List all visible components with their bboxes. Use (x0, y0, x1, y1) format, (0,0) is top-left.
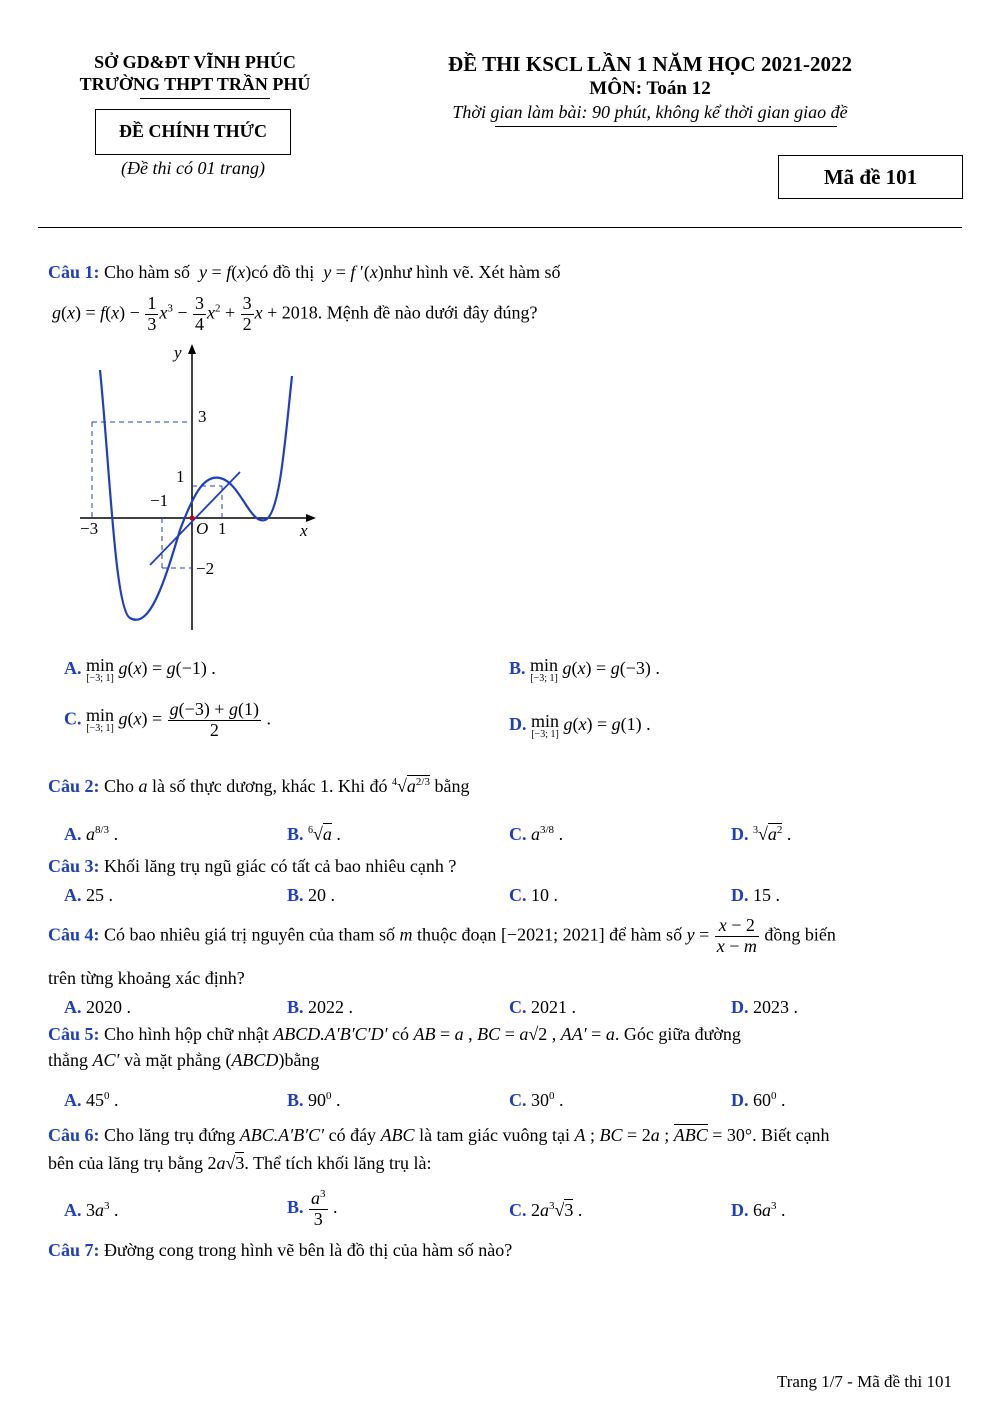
q6-text-f: . Thể tích khối lăng trụ là: (244, 1153, 432, 1173)
school-name: TRƯỜNG THPT TRẦN PHÚ (79, 74, 311, 94)
q5-option-b[interactable]: B. $90^0$ . (287, 1090, 341, 1110)
q4-option-d-label: D. (731, 997, 749, 1017)
tick-x-minus-3: −3 (80, 519, 99, 538)
q2-option-c[interactable]: C. $a^{3/8}$ . (509, 824, 564, 844)
department-name: SỞ GD&ĐT VĨNH PHÚC (94, 52, 296, 72)
q4-option-b-label: B. (287, 997, 304, 1017)
q6-text-a: Cho lăng trụ đứng (104, 1125, 236, 1145)
q4-option-b-value: 2022 . (308, 997, 354, 1017)
q5-option-c-label: C. (509, 1090, 527, 1110)
question-3-label: Câu 3: (48, 856, 100, 876)
tick-y-minus-2: −2 (196, 559, 215, 578)
question-2: Câu 2: Cho a là số thực dương, khác 1. Khi đó $^4√a^{2/3}$ bằng (48, 776, 470, 796)
q1-option-c-label: C. (64, 708, 82, 729)
q5-option-d-label: D. (731, 1090, 749, 1110)
q6-text-b: có đáy (328, 1125, 377, 1145)
q5-option-c[interactable]: C. $30^0$ . (509, 1090, 564, 1110)
q5-option-a-label: A. (64, 1090, 82, 1110)
q4-option-a-value: 2020 . (86, 997, 131, 1017)
q6-option-a-label: A. (64, 1200, 82, 1220)
q6-option-c-label: C. (509, 1200, 527, 1220)
q5-text-a: Cho hình hộp chữ nhật (104, 1024, 269, 1044)
q4-option-a[interactable] (64, 997, 131, 1018)
q4-option-c-label: C. (509, 997, 527, 1017)
q1-option-a-label: A. (64, 658, 82, 679)
q1-text-d: . Mệnh đề nào dưới đây đúng? (317, 302, 538, 323)
q1-text-b: có đồ thị (251, 262, 315, 282)
question-1-function-g: g(x) = f(x) − $\frac{1}{3}$ $x^3$ − $\frac{3}{4}$ $x^2$ + $\frac{3}{2}$ x + 2018. Mệnh đề nào dưới đây đúng? (52, 293, 538, 334)
q2-option-b[interactable]: B. $^6$√a . (287, 824, 341, 844)
question-6-label: Câu 6: (48, 1125, 100, 1145)
header-divider (38, 227, 962, 228)
q3-text: Khối lăng trụ ngũ giác có tất cả bao nhiêu cạnh ? (104, 856, 457, 876)
page-footer: Trang 1/7 - Mã đề thi 101 (776, 1372, 952, 1391)
tick-y-3: 3 (198, 407, 207, 426)
q1-option-b[interactable]: B. min [−3; 1] g(x) = g(−3) . (509, 655, 660, 684)
q5-option-b-label: B. (287, 1090, 304, 1110)
question-5: Câu 5: Cho hình hộp chữ nhật ABCD.A′B′C′D′ có AB = a , BC = a√2 , AA′ = a. Góc giữa đường (48, 1024, 741, 1044)
official-label: ĐỀ CHÍNH THỨC (118, 121, 268, 141)
q1-option-b-label: B. (509, 658, 526, 679)
q4-text-b: thuộc đoạn (416, 924, 497, 945)
exam-title: ĐỀ THI KSCL LẦN 1 NĂM HỌC 2021-2022 (448, 52, 852, 76)
question-7-label: Câu 7: (48, 1240, 100, 1260)
q6-option-a[interactable]: A. $3a^3$ . (64, 1200, 119, 1220)
q4-line-2: trên từng khoảng xác định? (48, 968, 245, 988)
q3-option-a-value: 25 . (86, 885, 113, 905)
q6-text-e: bên của lăng trụ bằng (48, 1153, 203, 1173)
origin-label: O (196, 519, 209, 538)
q5-option-d[interactable]: D. $60^0$ . (731, 1090, 786, 1110)
derivative-graph (70, 340, 330, 640)
q2-option-c-label: C. (509, 824, 527, 844)
q1-option-d[interactable]: D. min [−3; 1] g(x) = g(1) . (509, 711, 651, 740)
q1-option-c[interactable]: C. min [−3; 1] g(x) = $\frac{g(-3) + g(1)}{2}$ . (64, 699, 271, 740)
question-4-label: Câu 4: (48, 924, 100, 945)
q4-option-d[interactable] (731, 997, 798, 1018)
derivative-curve (100, 370, 292, 620)
q5-text-b: có (392, 1024, 410, 1044)
q4-text-d: đồng biến (764, 924, 836, 945)
q3-option-d[interactable] (731, 885, 780, 906)
question-2-label: Câu 2: (48, 776, 100, 796)
q6-text-d: . Biết cạnh (752, 1125, 830, 1145)
tick-y-1: 1 (176, 467, 185, 486)
exam-time: Thời gian làm bài: 90 phút, không kể thời gian giao đề (452, 102, 848, 122)
q5-text-d: thẳng (48, 1050, 88, 1070)
question-1-label: Câu 1: (48, 262, 100, 282)
q1-option-a[interactable]: A. min [−3; 1] g(x) = g(−1) . (64, 655, 216, 684)
q2-option-a-label: A. (64, 824, 82, 844)
q2-option-d[interactable]: D. $^3√a^2$ . (731, 824, 792, 844)
q4-option-c[interactable] (509, 997, 576, 1018)
q1-text-c: như hình vẽ. Xét hàm số (383, 262, 561, 282)
q3-option-b-value: 20 . (308, 885, 336, 905)
q4-option-d-value: 2023 . (753, 997, 798, 1017)
pages-note: (Đề thi có 01 trang) (121, 158, 265, 178)
q3-option-c-label: C. (509, 885, 527, 905)
q6-option-c[interactable]: C. $2a^3√3$ . (509, 1200, 583, 1220)
q2-text-b: là số thực dương, khác 1. Khi đó (152, 776, 388, 796)
question-5-label: Câu 5: (48, 1024, 100, 1044)
q5-text-c: . Góc giữa đường (614, 1024, 741, 1044)
q5-line-2: thẳng AC′ và mặt phẳng (ABCD)bằng (48, 1050, 320, 1070)
q6-option-b-label: B. (287, 1196, 304, 1217)
q5-text-e: và mặt phẳng (123, 1050, 221, 1070)
q3-option-b[interactable] (287, 885, 335, 906)
q2-text-a: Cho (104, 776, 135, 796)
q5-option-a[interactable]: A. $45^0$ . (64, 1090, 119, 1110)
q4-option-b[interactable] (287, 997, 353, 1018)
q6-text-c: là tam giác vuông tại (419, 1125, 571, 1145)
q2-option-a[interactable]: A. $a^{8/3}$ . (64, 824, 119, 844)
q3-option-a-label: A. (64, 885, 82, 905)
question-7 (48, 1240, 512, 1261)
question-1-line-1: Câu 1: Cho hàm số y = f(x)có đồ thị y = f ′(x)như hình vẽ. Xét hàm số (48, 262, 561, 282)
q1-option-d-label: D. (509, 714, 527, 735)
q4-option-c-value: 2021 . (531, 997, 576, 1017)
q6-option-d[interactable]: D. $6a^3$ . (731, 1200, 786, 1220)
question-6: Câu 6: Cho lăng trụ đứng ABC.A′B′C′ có đáy ABC là tam giác vuông tại A ; BC = 2a ; ABC = 30°. Biết cạnh (48, 1125, 830, 1145)
q5-text-f: bằng (284, 1050, 320, 1070)
q2-text-c: bằng (434, 776, 470, 796)
q4-text-a: Có bao nhiêu giá trị nguyên của tham số (104, 924, 395, 945)
school-underline (140, 98, 270, 99)
q3-option-c-value: 10 . (531, 885, 558, 905)
q3-option-b-label: B. (287, 885, 304, 905)
tick-x-minus-1: −1 (150, 491, 169, 510)
exam-code: Mã đề 101 (823, 165, 918, 189)
subject: MÔN: Toán 12 (589, 78, 711, 99)
question-4: Câu 4: Có bao nhiêu giá trị nguyên của tham số m thuộc đoạn [−2021; 2021] để hàm số y = $\frac{x - 2}{x - m}$ đồng biến (48, 915, 836, 956)
q4-text-c: để hàm số (609, 924, 683, 945)
q4-option-a-label: A. (64, 997, 82, 1017)
q3-option-d-value: 15 . (753, 885, 780, 905)
q1-text-a: Cho hàm số (104, 262, 191, 282)
q3-option-a[interactable] (64, 885, 113, 906)
q3-option-c[interactable] (509, 885, 558, 906)
q3-option-d-label: D. (731, 885, 749, 905)
x-axis-label: x (300, 521, 308, 540)
q6-option-d-label: D. (731, 1200, 749, 1220)
q2-option-b-label: B. (287, 824, 304, 844)
time-underline (495, 126, 837, 127)
y-axis-label: y (174, 343, 182, 362)
q6-option-b[interactable]: B. $\frac{a^3}{3}$ . (287, 1188, 338, 1229)
question-3 (48, 856, 456, 877)
q2-option-d-label: D. (731, 824, 749, 844)
q7-text: Đường cong trong hình vẽ bên là đồ thị của hàm số nào? (104, 1240, 513, 1260)
tick-x-1: 1 (218, 519, 227, 538)
q6-line-2: bên của lăng trụ bằng 2a√3. Thể tích khối lăng trụ là: (48, 1153, 432, 1173)
